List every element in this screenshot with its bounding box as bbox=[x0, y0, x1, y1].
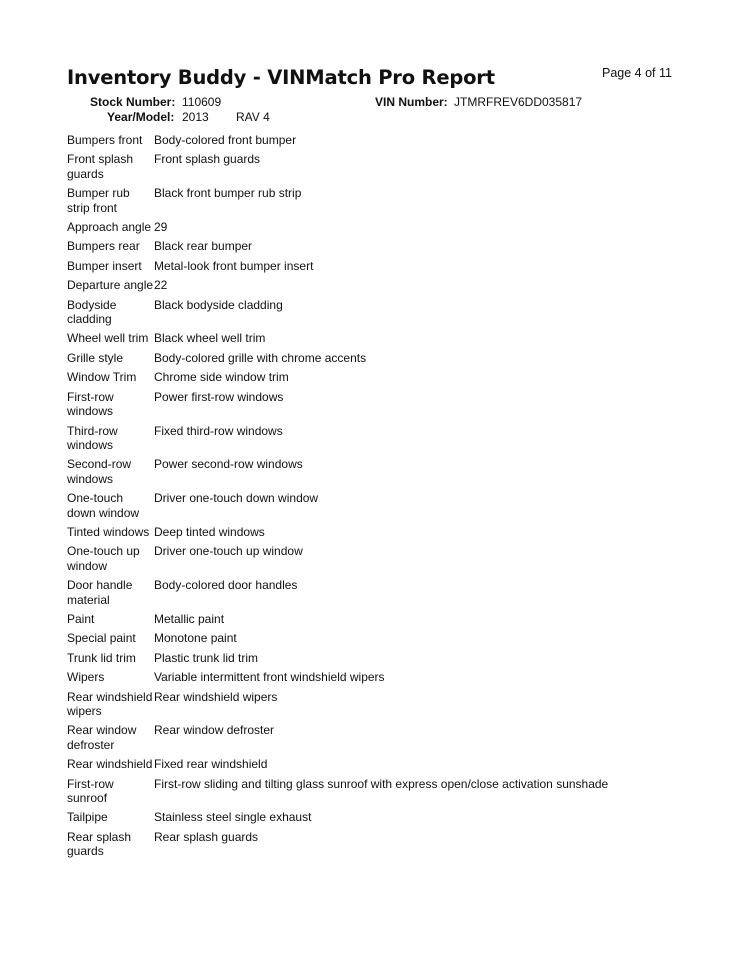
spec-name: Grille style bbox=[67, 350, 124, 365]
spec-table bbox=[67, 133, 608, 864]
spec-value: Plastic trunk lid trim bbox=[154, 650, 259, 665]
spec-value: Metal-look front bumper insert bbox=[154, 258, 314, 273]
spec-value: Variable intermittent front windshield wipers bbox=[154, 670, 385, 685]
spec-row bbox=[67, 544, 608, 578]
spec-row bbox=[67, 278, 608, 297]
spec-value: Fixed rear windshield bbox=[154, 757, 268, 772]
spec-name: Approach angle bbox=[67, 220, 152, 235]
spec-value: Black rear bumper bbox=[154, 239, 253, 254]
spec-row bbox=[67, 690, 608, 724]
spec-value: Fixed third-row windows bbox=[154, 423, 283, 438]
spec-row bbox=[67, 723, 608, 757]
year-model-label: Year/Model: bbox=[107, 110, 175, 124]
spec-value: Metallic paint bbox=[154, 611, 225, 626]
spec-row bbox=[67, 457, 608, 491]
spec-row bbox=[67, 670, 608, 689]
spec-name: Bumpers front bbox=[67, 133, 143, 147]
year-value: 2013 bbox=[182, 110, 209, 124]
spec-value: Deep tinted windows bbox=[154, 524, 265, 539]
spec-row bbox=[67, 525, 608, 544]
report-title: Inventory Buddy - VINMatch Pro Report bbox=[67, 66, 495, 89]
spec-row bbox=[67, 424, 608, 458]
spec-name: Second-row windows bbox=[67, 457, 132, 486]
spec-value: Power first-row windows bbox=[154, 389, 284, 404]
spec-row bbox=[67, 152, 608, 186]
spec-value: Front splash guards bbox=[154, 152, 261, 167]
stock-number-label: Stock Number: bbox=[90, 95, 176, 109]
page-number: Page 4 of 11 bbox=[602, 66, 672, 80]
spec-name: First-row sunroof bbox=[67, 776, 114, 806]
spec-name: Rear windshield wipers bbox=[67, 689, 153, 718]
spec-row bbox=[67, 239, 608, 258]
spec-name: Bumpers rear bbox=[67, 239, 140, 254]
spec-value: 29 bbox=[154, 220, 168, 235]
spec-row bbox=[67, 651, 608, 670]
spec-name: Bumper rub strip front bbox=[67, 186, 130, 215]
spec-value: Body-colored grille with chrome accents bbox=[154, 350, 367, 365]
vin-number-value: JTMRFREV6DD035817 bbox=[454, 95, 583, 109]
spec-value: Rear windshield wipers bbox=[154, 689, 278, 704]
spec-value: Power second-row windows bbox=[154, 457, 303, 472]
spec-name: Trunk lid trim bbox=[67, 650, 136, 665]
spec-value: Body-colored door handles bbox=[154, 578, 298, 593]
spec-row bbox=[67, 757, 608, 776]
spec-name: Window Trim bbox=[67, 370, 137, 385]
spec-row bbox=[67, 331, 608, 350]
spec-row bbox=[67, 612, 608, 631]
spec-value: Driver one-touch down window bbox=[154, 491, 319, 506]
spec-name: One-touch down window bbox=[67, 491, 140, 520]
spec-row bbox=[67, 777, 608, 811]
spec-name: Rear splash guards bbox=[67, 829, 132, 859]
spec-value: Chrome side window trim bbox=[154, 370, 289, 385]
spec-name: One-touch up window bbox=[67, 544, 140, 573]
spec-name: Departure angle bbox=[67, 278, 154, 293]
spec-row bbox=[67, 298, 608, 332]
spec-row bbox=[67, 133, 608, 152]
spec-name: Tinted windows bbox=[67, 524, 150, 539]
spec-row bbox=[67, 186, 608, 220]
spec-name: Front splash guards bbox=[67, 152, 134, 181]
spec-name: Rear windshield bbox=[67, 757, 153, 772]
spec-row bbox=[67, 259, 608, 278]
vin-number-label: VIN Number: bbox=[375, 95, 448, 109]
spec-row bbox=[67, 631, 608, 650]
spec-value: 22 bbox=[154, 278, 168, 293]
spec-row bbox=[67, 370, 608, 389]
spec-value: Rear splash guards bbox=[154, 829, 259, 844]
spec-value: Black front bumper rub strip bbox=[154, 186, 302, 201]
spec-value: Driver one-touch up window bbox=[154, 544, 303, 559]
spec-value: Rear window defroster bbox=[154, 723, 275, 738]
spec-value: Monotone paint bbox=[154, 631, 237, 646]
spec-row bbox=[67, 830, 608, 864]
spec-value: First-row sliding and tilting glass sunroof with express open/close activation sunshade bbox=[154, 776, 609, 791]
spec-row bbox=[67, 810, 608, 829]
spec-name: Wheel well trim bbox=[67, 331, 149, 346]
spec-name: Special paint bbox=[67, 631, 136, 646]
spec-value: Black bodyside cladding bbox=[154, 297, 283, 312]
spec-name: First-row windows bbox=[67, 389, 114, 419]
spec-name: Door handle material bbox=[67, 578, 133, 607]
spec-row bbox=[67, 390, 608, 424]
spec-row bbox=[67, 220, 608, 239]
spec-name: Bumper insert bbox=[67, 258, 142, 273]
spec-row bbox=[67, 351, 608, 370]
spec-name: Wipers bbox=[67, 670, 105, 685]
spec-value: Body-colored front bumper bbox=[154, 133, 297, 147]
spec-row bbox=[67, 578, 608, 612]
spec-name: Tailpipe bbox=[67, 810, 108, 825]
spec-name: Rear window defroster bbox=[67, 723, 137, 752]
model-value: RAV 4 bbox=[236, 110, 270, 124]
stock-number-value: 110609 bbox=[182, 95, 222, 109]
spec-row bbox=[67, 491, 608, 525]
spec-value: Black wheel well trim bbox=[154, 331, 266, 346]
spec-name: Bodyside cladding bbox=[67, 297, 117, 327]
spec-name: Third-row windows bbox=[67, 423, 118, 452]
spec-value: Stainless steel single exhaust bbox=[154, 810, 312, 825]
spec-name: Paint bbox=[67, 611, 95, 626]
